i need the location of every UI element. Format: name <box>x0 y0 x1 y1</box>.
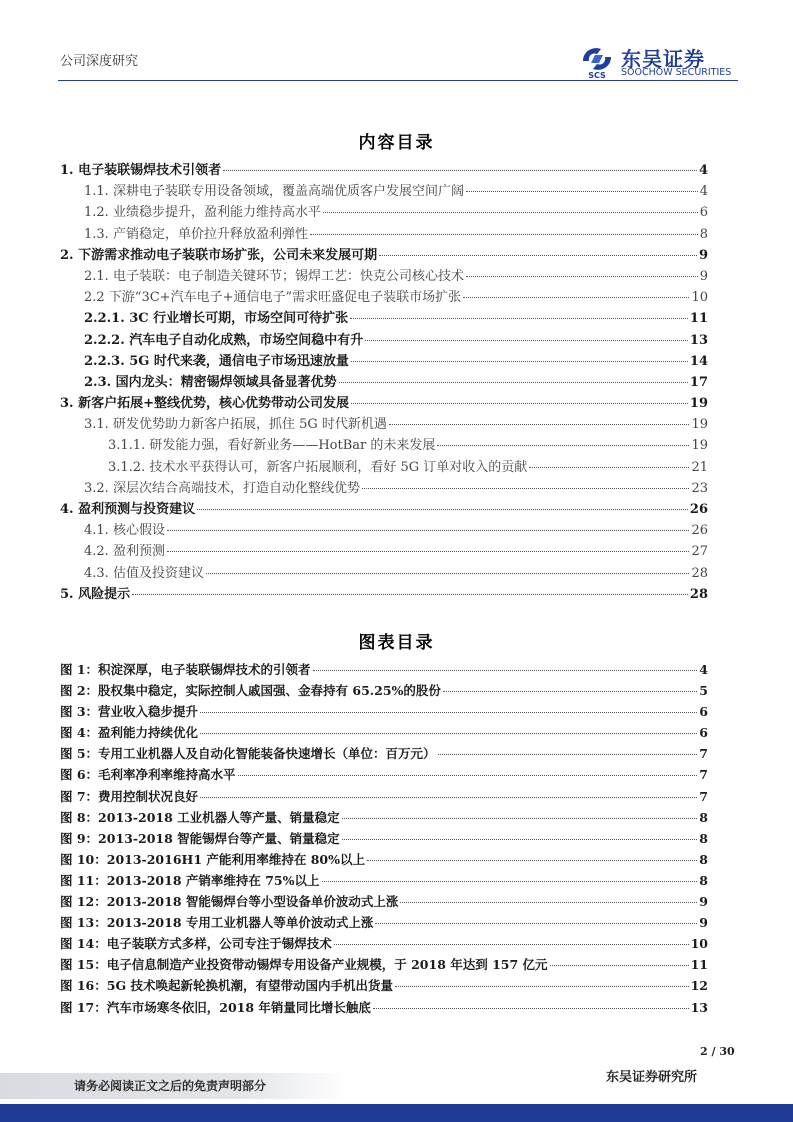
figure-entry-title: 图 9：2013-2018 智能锡焊台等产量、销量稳定 <box>60 830 340 846</box>
figure-entry[interactable] <box>60 870 708 891</box>
toc-dot-leader <box>167 530 690 531</box>
toc-entry-title: 2.2.1. 3C 行业增长可期，市场空间可待扩张 <box>84 311 349 327</box>
toc-dot-leader <box>466 276 698 277</box>
figure-entry[interactable] <box>60 891 708 912</box>
figure-entry[interactable] <box>60 933 708 954</box>
toc-entry[interactable] <box>60 435 708 456</box>
toc-entry-page: 14 <box>689 353 708 369</box>
toc-entry-page: 28 <box>689 586 708 602</box>
figure-entry[interactable] <box>60 828 708 849</box>
toc-dot-leader <box>323 212 698 213</box>
figure-entry-title: 图 14：电子装联方式多样，公司专注于锡焊技术 <box>60 936 332 952</box>
figure-entry-title: 图 4：盈利能力持续优化 <box>60 725 199 741</box>
toc-entry-title: 3.1.1. 研发能力强，看好新业务——HotBar 的未来发展 <box>108 438 436 454</box>
toc-entry-page: 26 <box>689 502 708 517</box>
figure-entry-title: 图 2：股权集中稳定，实际控制人戚国强、金春持有 65.25%的股份 <box>60 683 441 699</box>
figure-entry[interactable] <box>60 701 708 722</box>
figure-entry-title: 图 10：2013-2016H1 产能利用率维持在 80%以上 <box>60 851 365 867</box>
toc-dot-leader <box>197 509 688 510</box>
toc-entry[interactable] <box>60 245 708 266</box>
header-divider <box>58 80 738 81</box>
report-header-category: 公司深度研究 <box>60 54 139 69</box>
toc-entry[interactable] <box>60 457 708 478</box>
brand-name-en: SOOCHOW SECURITIES <box>621 67 732 78</box>
toc-entry-page: 9 <box>698 247 708 263</box>
toc-entry-page: 11 <box>689 311 708 327</box>
toc-entry[interactable] <box>60 584 708 605</box>
footer-brand: 东吴证券研究所 <box>606 1070 698 1085</box>
toc-entry-title: 2. 下游需求推动电子装联市场扩张，公司未来发展可期 <box>60 247 378 263</box>
figure-dot-leader <box>342 839 698 840</box>
toc-entry[interactable] <box>60 224 708 245</box>
toc-dot-leader <box>310 234 698 235</box>
figure-dot-leader <box>200 797 697 798</box>
figure-dot-leader <box>322 881 698 882</box>
toc-entry-page: 17 <box>689 374 708 390</box>
toc-entry[interactable] <box>60 478 708 499</box>
figure-entry[interactable] <box>60 680 708 701</box>
page-number: 2 / 30 <box>700 1045 735 1058</box>
toc-entry-title: 2.2.3. 5G 时代来袭，通信电子市场迅速放量 <box>84 353 349 369</box>
figure-entry-page: 4 <box>699 662 708 677</box>
figure-entry[interactable] <box>60 807 708 828</box>
toc-entry-title: 4.1. 核心假设 <box>84 523 165 539</box>
toc-dot-leader <box>132 594 688 595</box>
toc-dot-leader <box>223 170 697 171</box>
figure-entry[interactable] <box>60 954 708 975</box>
toc-dot-leader <box>365 340 688 341</box>
toc-entry-page: 27 <box>691 544 708 560</box>
figure-dot-leader <box>200 712 697 713</box>
toc-entry-page: 19 <box>691 417 708 433</box>
toc-entry[interactable] <box>60 287 708 308</box>
figure-entry-page: 10 <box>690 936 708 952</box>
toc-entry-page: 19 <box>691 438 708 454</box>
toc-entry-page: 13 <box>689 332 708 348</box>
toc-entry-page: 9 <box>699 268 708 284</box>
toc-dot-leader <box>167 551 690 552</box>
figure-entry-page: 7 <box>699 767 708 783</box>
figure-entry-page: 6 <box>699 704 708 720</box>
figure-entry-page: 7 <box>699 746 708 762</box>
toc-entry-title: 1. 电子装联锡焊技术引领者 <box>60 163 222 178</box>
toc-entry-title: 3.2. 深层次结合高端技术，打造自动化整线优势 <box>84 480 360 496</box>
toc-entry[interactable] <box>60 541 708 562</box>
figure-dot-leader <box>342 818 698 819</box>
figure-entry-page: 9 <box>699 915 708 931</box>
figure-entry[interactable] <box>60 975 708 996</box>
toc-dot-leader <box>350 318 688 319</box>
figure-dot-leader <box>375 923 697 924</box>
toc-entry-title: 3.1.2. 技术水平获得认可，新客户拓展顺利，看好 5G 订单对收入的贡献 <box>108 459 528 475</box>
figure-entry-title: 图 12：2013-2018 智能锡焊台等小型设备单价波动式上涨 <box>60 894 399 910</box>
toc-dot-leader <box>389 424 690 425</box>
figure-entry-page: 9 <box>699 894 708 910</box>
toc-entry-page: 8 <box>699 226 708 242</box>
figure-dot-leader <box>438 754 698 755</box>
toc-entry[interactable] <box>60 181 708 202</box>
toc-dot-leader <box>351 361 688 362</box>
toc-dot-leader <box>206 573 690 574</box>
toc-entry-page: 19 <box>689 396 708 412</box>
toc-entry[interactable] <box>60 414 708 435</box>
toc-entry-title: 4.3. 估值及投资建议 <box>84 565 204 581</box>
figure-entry-page: 7 <box>699 788 708 804</box>
figure-entry-page: 5 <box>699 683 708 699</box>
toc-entry[interactable] <box>60 351 708 372</box>
figure-entry-title: 图 1：积淀深厚，电子装联锡焊技术的引领者 <box>60 662 311 677</box>
figure-entry-title: 图 17：汽车市场寒冬依旧，2018 年销量同比增长触底 <box>60 999 371 1015</box>
figure-entry[interactable] <box>60 912 708 933</box>
figure-entry-title: 图 15：电子信息制造产业投资带动锡焊专用设备产业规模，于 2018 年达到 157 亿元 <box>60 957 548 973</box>
figure-entry-title: 图 5：专用工业机器人及自动化智能装备快速增长（单位：百万元） <box>60 746 436 762</box>
toc-entry-page: 4 <box>698 163 708 178</box>
toc-entry[interactable] <box>60 563 708 584</box>
figures-title: 图表目录 <box>358 633 435 653</box>
figure-dot-leader <box>550 965 689 966</box>
figure-entry[interactable] <box>60 743 708 764</box>
toc-entry[interactable] <box>60 393 708 414</box>
figure-entry-page: 8 <box>699 851 708 867</box>
toc-entry[interactable] <box>60 499 708 520</box>
toc-entry-title: 2.2 下游“3C+汽车电子+通信电子”需求旺盛促电子装联市场扩张 <box>84 290 462 306</box>
figure-dot-leader <box>334 944 689 945</box>
figure-entry-page: 8 <box>699 809 708 825</box>
footer-disclaimer: 请务必阅读正文之后的免责声明部分 <box>74 1079 267 1093</box>
figure-entry-title: 图 16：5G 技术唤起新轮换机潮，有望带动国内手机出货量 <box>60 978 393 994</box>
figure-entry[interactable] <box>60 659 708 680</box>
figure-dot-leader <box>443 691 697 692</box>
figure-entry-title: 图 8：2013-2018 工业机器人等产量、销量稳定 <box>60 809 340 825</box>
toc-entry-title: 3. 新客户拓展+整线优势，核心优势带动公司发展 <box>60 396 349 412</box>
toc-entry-title: 2.1. 电子装联：电子制造关键环节；锡焊工艺：快克公司核心技术 <box>84 268 464 284</box>
toc-entry[interactable] <box>60 308 708 329</box>
figure-dot-leader <box>313 670 698 671</box>
toc-entry-title: 4. 盈利预测与投资建议 <box>60 502 196 517</box>
brand-name-cn: 东吴证券 <box>621 47 705 71</box>
table-of-contents <box>60 160 708 605</box>
figure-entry-title: 图 3：营业收入稳步提升 <box>60 704 199 720</box>
list-of-figures <box>60 659 708 1018</box>
figure-entry-page: 8 <box>699 830 708 846</box>
figure-entry-page: 6 <box>699 725 708 741</box>
figure-entry[interactable] <box>60 722 708 743</box>
toc-entry-title: 3.1. 研发优势助力新客户拓展，抓住 5G 时代新机遇 <box>84 417 387 433</box>
figure-entry-title: 图 6：毛利率净利率维持高水平 <box>60 767 236 783</box>
figure-dot-leader <box>373 1008 689 1009</box>
toc-entry-title: 1.2. 业绩稳步提升，盈利能力维持高水平 <box>84 205 321 221</box>
toc-entry-page: 4 <box>699 184 708 200</box>
toc-entry-title: 5. 风险提示 <box>60 586 131 602</box>
toc-dot-leader <box>466 191 698 192</box>
figure-dot-leader <box>367 860 697 861</box>
brand-logo-icon <box>577 43 617 79</box>
toc-entry-title: 4.2. 盈利预测 <box>84 544 165 560</box>
brand-logo <box>577 43 742 79</box>
toc-entry-page: 26 <box>691 523 708 539</box>
figure-entry[interactable] <box>60 997 708 1018</box>
toc-entry-title: 2.2.2. 汽车电子自动化成熟，市场空间稳中有升 <box>84 332 364 348</box>
toc-entry-page: 28 <box>691 565 708 581</box>
figure-dot-leader <box>400 902 697 903</box>
figure-entry-title: 图 7：费用控制状况良好 <box>60 788 199 804</box>
toc-dot-leader <box>379 255 697 256</box>
toc-dot-leader <box>339 382 688 383</box>
figure-entry[interactable] <box>60 786 708 807</box>
toc-entry[interactable] <box>60 160 708 181</box>
toc-entry[interactable] <box>60 330 708 351</box>
toc-entry-title: 1.1. 深耕电子装联专用设备领域，覆盖高端优质客户发展空间广阔 <box>84 184 464 200</box>
figure-dot-leader <box>200 733 697 734</box>
figure-entry[interactable] <box>60 849 708 870</box>
figure-entry-page: 12 <box>690 978 708 994</box>
figure-dot-leader <box>395 986 689 987</box>
toc-dot-leader <box>463 297 689 298</box>
logo-mark-text: SCS <box>588 71 606 79</box>
toc-entry[interactable] <box>60 520 708 541</box>
figure-entry-page: 13 <box>690 999 708 1015</box>
toc-entry[interactable] <box>60 372 708 393</box>
toc-entry-page: 10 <box>691 290 708 306</box>
figure-entry-title: 图 13：2013-2018 专用工业机器人等单价波动式上涨 <box>60 915 374 931</box>
toc-entry[interactable] <box>60 266 708 287</box>
figure-entry[interactable] <box>60 764 708 785</box>
toc-entry-page: 6 <box>699 205 708 221</box>
toc-entry-title: 1.3. 产销稳定，单价拉升释放盈利弹性 <box>84 226 308 242</box>
toc-entry-page: 23 <box>691 480 708 496</box>
figure-entry-page: 11 <box>690 957 708 973</box>
figure-dot-leader <box>238 775 698 776</box>
toc-dot-leader <box>362 488 690 489</box>
toc-title: 内容目录 <box>358 133 435 153</box>
figure-entry-title: 图 11：2013-2018 产销率维持在 75%以上 <box>60 872 320 888</box>
toc-dot-leader <box>351 403 688 404</box>
toc-entry-title: 2.3. 国内龙头：精密锡焊领域具备显著优势 <box>84 374 337 390</box>
toc-entry-page: 21 <box>691 459 708 475</box>
footer-bar <box>0 1104 793 1122</box>
toc-dot-leader <box>437 445 689 446</box>
toc-entry[interactable] <box>60 202 708 223</box>
figure-entry-page: 8 <box>699 872 708 888</box>
toc-dot-leader <box>529 467 689 468</box>
